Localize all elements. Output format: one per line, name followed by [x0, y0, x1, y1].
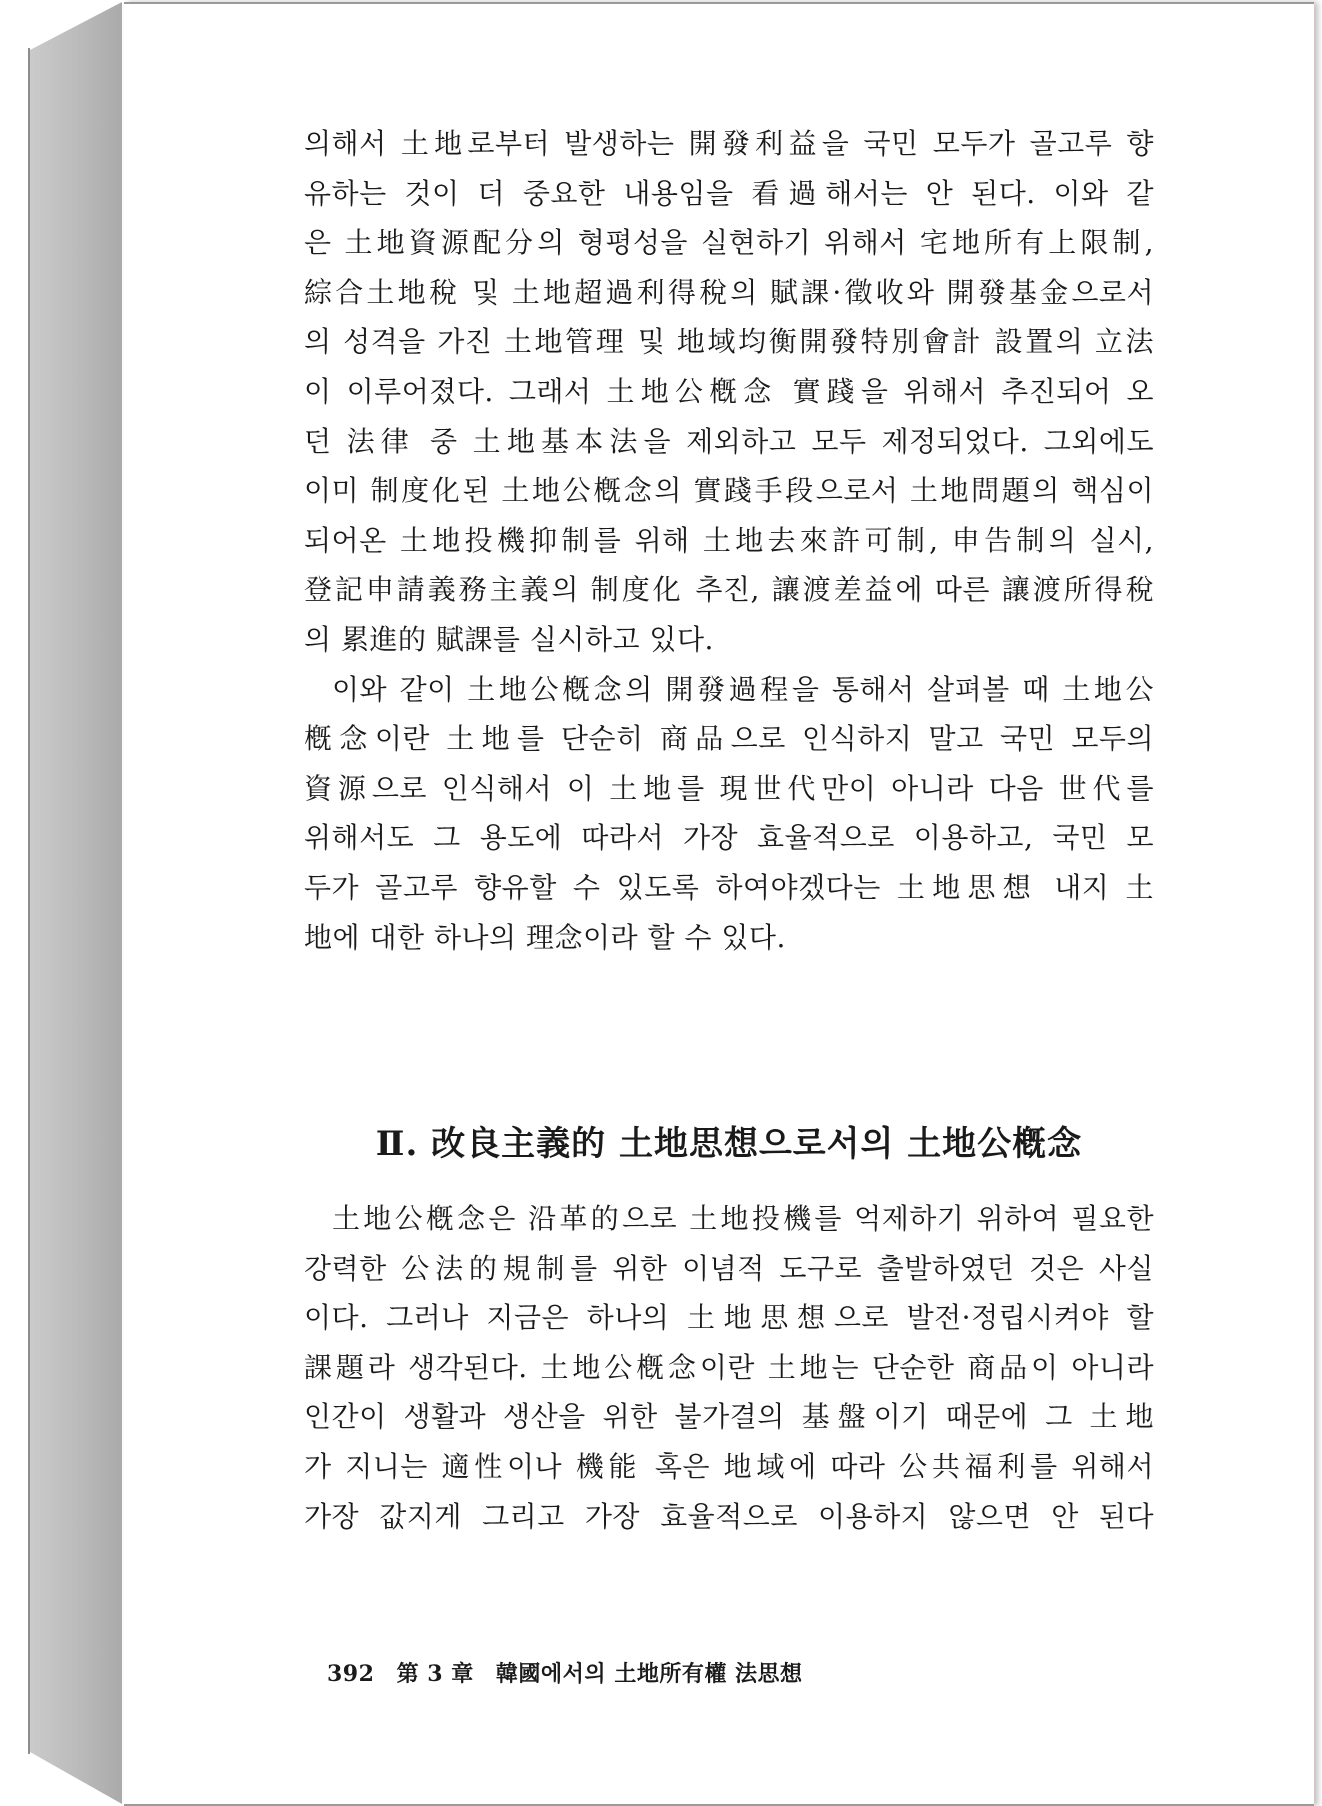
- text-line: 資源으로 인식해서 이 土地를 現世代만이 아니라 다음 世代를: [304, 771, 1154, 805]
- text-line: 課題라 생각된다. 土地公槪念이란 土地는 단순한 商品이 아니라: [304, 1350, 1154, 1384]
- paragraph-2: [304, 665, 1154, 963]
- paragraph-1: [304, 119, 1154, 665]
- text-line: 地에 대한 하나의 理念이라 할 수 있다.: [304, 920, 786, 954]
- chapter-title: 韓國에서의 土地所有權 法思想: [495, 1661, 803, 1687]
- text-line: 이와 같이 土地公槪念의 開發過程을 통해서 살펴볼 때 土地公: [332, 672, 1154, 706]
- section-heading: Ⅱ. 改良主義的 土地思想으로서의 土地公槪念: [375, 1124, 1083, 1164]
- chapter-label: 第 3 章: [396, 1661, 474, 1687]
- text-line: 槪念이란 土地를 단순히 商品으로 인식하지 말고 국민 모두의: [304, 722, 1154, 756]
- text-line: 은 土地資源配分의 형평성을 실현하기 위해서 宅地所有上限制,: [304, 226, 1154, 260]
- text-line: 되어온 土地投機抑制를 위해 土地去來許可制, 申告制의 실시,: [304, 523, 1154, 557]
- text-line: 登記申請義務主義의 制度化 추진, 讓渡差益에 따른 讓渡所得稅: [304, 573, 1154, 607]
- text-line: 유하는 것이 더 중요한 내용임을 看過해서는 안 된다. 이와 같: [304, 176, 1154, 210]
- text-line: 두가 골고루 향유할 수 있도록 하여야겠다는 土地思想 내지 土: [304, 870, 1154, 904]
- book-spine-edge: [28, 48, 30, 1754]
- paragraph-3: [304, 1194, 1154, 1541]
- text-line: 강력한 公法的規制를 위한 이념적 도구로 출발하였던 것은 사실: [304, 1251, 1154, 1285]
- text-line: 가장 값지게 그리고 가장 효율적으로 이용하지 않으면 안 된다: [304, 1499, 1154, 1533]
- page: [124, 2, 1314, 1806]
- page-footer: [327, 1657, 817, 1688]
- text-line: 의 성격을 가진 土地管理 및 地域均衡開發特別會計 設置의 立法: [304, 325, 1154, 359]
- text-line: 인간이 생활과 생산을 위한 불가결의 基盤이기 때문에 그 土地: [304, 1400, 1154, 1434]
- text-line: 던 法律 중 土地基本法을 제외하고 모두 제정되었다. 그외에도: [304, 424, 1154, 458]
- text-line: 이 이루어졌다. 그래서 土地公槪念 實踐을 위해서 추진되어 오: [304, 374, 1154, 408]
- text-line: 이다. 그러나 지금은 하나의 土地思想으로 발전·정립시켜야 할: [304, 1301, 1154, 1335]
- text-line: 土地公槪念은 沿革的으로 土地投機를 억제하기 위하여 필요한: [332, 1202, 1154, 1235]
- body-text-lower: [304, 1194, 1154, 1541]
- body-text-upper: [304, 119, 1154, 962]
- text-line: 의 累進的 賦課를 실시하고 있다.: [304, 622, 714, 656]
- page-number: 392: [327, 1661, 375, 1687]
- text-line: 의해서 土地로부터 발생하는 開發利益을 국민 모두가 골고루 향: [304, 127, 1154, 160]
- text-line: 위해서도 그 용도에 따라서 가장 효율적으로 이용하고, 국민 모: [304, 821, 1154, 855]
- text-line: 가 지니는 適性이나 機能 혹은 地域에 따라 公共福利를 위해서: [304, 1449, 1154, 1483]
- book-spine: [0, 0, 127, 1806]
- text-line: 綜合土地稅 및 土地超過利得稅의 賦課·徵收와 開發基金으로서: [304, 275, 1154, 309]
- text-line: 이미 制度化된 土地公槪念의 實踐手段으로서 土地問題의 핵심이: [304, 474, 1154, 508]
